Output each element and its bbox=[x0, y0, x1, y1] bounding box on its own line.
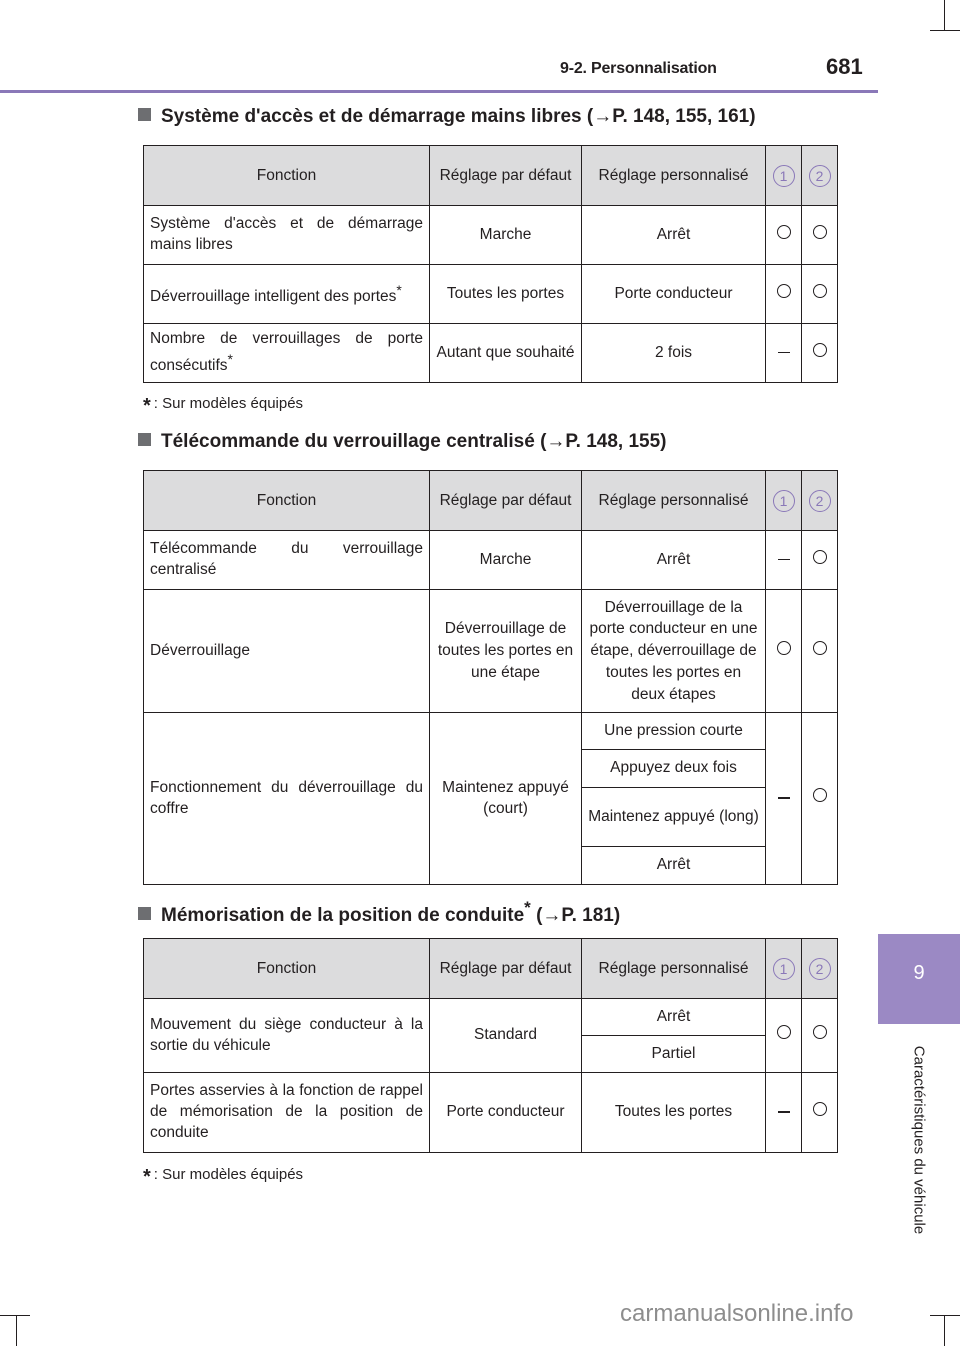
col-function: Fonction bbox=[144, 471, 430, 531]
col1-cell bbox=[766, 1073, 802, 1153]
page-header bbox=[0, 0, 960, 100]
number-1-icon: 1 bbox=[773, 958, 795, 980]
watermark: carmanualsonline.info bbox=[620, 1300, 854, 1327]
bullet-square-icon bbox=[138, 907, 151, 920]
col1-cell bbox=[766, 265, 802, 324]
default-cell: Standard bbox=[430, 999, 582, 1073]
chapter-number: 9 bbox=[913, 962, 925, 984]
default-cell: Marche bbox=[430, 206, 582, 265]
chapter-tab bbox=[878, 934, 960, 1024]
chapter-title: Caractéristiques du véhicule bbox=[910, 1045, 928, 1235]
table-row bbox=[144, 265, 838, 324]
table-header-row bbox=[144, 939, 838, 999]
default-cell: Déverrouillage de toutes les portes en une étape bbox=[430, 590, 582, 713]
dash-icon bbox=[778, 797, 790, 799]
col-default: Réglage par défaut bbox=[430, 146, 582, 206]
custom-cell: Porte conducteur bbox=[582, 265, 766, 324]
col-2 bbox=[802, 471, 838, 531]
function-cell: Portes asservies à la fonction de rappel de mémorisation de la position de conduite bbox=[144, 1073, 430, 1153]
default-cell: Toutes les portes bbox=[430, 265, 582, 324]
section-heading: Système d'accès et de démarrage mains libres (→P. 148, 155, 161) bbox=[138, 106, 756, 128]
col1-cell bbox=[766, 531, 802, 590]
col-2 bbox=[802, 146, 838, 206]
settings-table bbox=[143, 470, 838, 885]
dash-icon bbox=[778, 352, 790, 354]
col1-cell bbox=[766, 206, 802, 265]
section-heading: Télécommande du verrouillage centralisé (→P. 148, 155) bbox=[138, 431, 666, 453]
col2-cell bbox=[802, 206, 838, 265]
circle-icon bbox=[813, 284, 827, 298]
circle-icon bbox=[777, 1025, 791, 1039]
col2-cell bbox=[802, 324, 838, 383]
default-cell: Porte conducteur bbox=[430, 1073, 582, 1153]
table-row bbox=[144, 206, 838, 265]
custom-cell: Arrêt bbox=[582, 531, 766, 590]
circle-icon bbox=[813, 343, 827, 357]
asterisk-icon: * bbox=[524, 898, 531, 917]
col-1 bbox=[766, 146, 802, 206]
custom-option: Une pression courte bbox=[582, 713, 766, 750]
number-1-icon: 1 bbox=[773, 490, 795, 512]
col1-cell bbox=[766, 713, 802, 885]
bullet-square-icon bbox=[138, 108, 151, 121]
number-2-icon: 2 bbox=[809, 165, 831, 187]
function-cell: Mouvement du siège conducteur à la sortie du véhicule bbox=[144, 999, 430, 1073]
table-row bbox=[144, 590, 838, 713]
circle-icon bbox=[813, 1025, 827, 1039]
custom-cell: Arrêt bbox=[582, 206, 766, 265]
col-default: Réglage par défaut bbox=[430, 939, 582, 999]
function-cell: Déverrouillage bbox=[144, 590, 430, 713]
col-default: Réglage par défaut bbox=[430, 471, 582, 531]
circle-icon bbox=[813, 1102, 827, 1116]
col2-cell bbox=[802, 713, 838, 885]
asterisk-icon: * bbox=[227, 351, 233, 367]
col-1 bbox=[766, 471, 802, 531]
dash-icon bbox=[778, 1111, 790, 1113]
col1-cell bbox=[766, 590, 802, 713]
table-row bbox=[144, 999, 838, 1036]
function-cell: Télécommande du verrouillage centralisé bbox=[144, 531, 430, 590]
col2-cell bbox=[802, 590, 838, 713]
circle-icon bbox=[777, 284, 791, 298]
col1-cell bbox=[766, 324, 802, 383]
col-custom: Réglage personnalisé bbox=[582, 146, 766, 206]
crop-mark bbox=[944, 0, 945, 30]
bullet-square-icon bbox=[138, 433, 151, 446]
settings-table bbox=[143, 938, 838, 1153]
table-row bbox=[144, 531, 838, 590]
crop-mark bbox=[0, 1315, 30, 1316]
function-cell: Déverrouillage intelligent des portes* bbox=[144, 265, 430, 324]
col2-cell bbox=[802, 999, 838, 1073]
table-row bbox=[144, 713, 838, 750]
crop-mark bbox=[930, 30, 960, 31]
function-cell: Fonctionnement du déverrouillage du coffre bbox=[144, 713, 430, 885]
header-rule bbox=[0, 90, 878, 93]
custom-option: Arrêt bbox=[582, 847, 766, 885]
col1-cell bbox=[766, 999, 802, 1073]
col2-cell bbox=[802, 265, 838, 324]
crop-mark bbox=[16, 1315, 17, 1346]
col-custom: Réglage personnalisé bbox=[582, 939, 766, 999]
custom-option: Appuyez deux fois bbox=[582, 750, 766, 788]
circle-icon bbox=[813, 550, 827, 564]
col-function: Fonction bbox=[144, 939, 430, 999]
custom-cell: Déverrouillage de la porte conducteur en une étape, déverrouillage de toutes les portes en deux étapes bbox=[582, 590, 766, 713]
asterisk-icon: * bbox=[143, 1166, 151, 1188]
custom-option: Partiel bbox=[582, 1036, 766, 1073]
custom-option: Maintenez appuyé (long) bbox=[582, 788, 766, 847]
section-heading: Mémorisation de la position de conduite* (→P. 181) bbox=[138, 898, 620, 927]
custom-cell: 2 fois bbox=[582, 324, 766, 383]
col-2 bbox=[802, 939, 838, 999]
table-header-row bbox=[144, 471, 838, 531]
number-2-icon: 2 bbox=[809, 490, 831, 512]
circle-icon bbox=[777, 641, 791, 655]
col-1 bbox=[766, 939, 802, 999]
footnote: * : Sur modèles équipés bbox=[143, 395, 304, 417]
asterisk-icon: * bbox=[396, 281, 402, 298]
function-cell: Système d'accès et de démarrage mains libres bbox=[144, 206, 430, 265]
number-1-icon: 1 bbox=[773, 165, 795, 187]
section-title: 9-2. Personnalisation bbox=[560, 60, 717, 77]
default-cell: Marche bbox=[430, 531, 582, 590]
asterisk-icon: * bbox=[143, 395, 151, 417]
default-cell: Autant que souhaité bbox=[430, 324, 582, 383]
table-row bbox=[144, 324, 838, 383]
col2-cell bbox=[802, 531, 838, 590]
default-cell: Maintenez appuyé (court) bbox=[430, 713, 582, 885]
col-custom: Réglage personnalisé bbox=[582, 471, 766, 531]
circle-icon bbox=[813, 641, 827, 655]
chapter-label bbox=[908, 1030, 930, 1250]
page-number: 681 bbox=[826, 54, 863, 79]
circle-icon bbox=[813, 788, 827, 802]
custom-cell: Toutes les portes bbox=[582, 1073, 766, 1153]
col-function: Fonction bbox=[144, 146, 430, 206]
crop-mark bbox=[944, 1315, 945, 1346]
footnote: * : Sur modèles équipés bbox=[143, 1166, 304, 1188]
col2-cell bbox=[802, 1073, 838, 1153]
circle-icon bbox=[813, 225, 827, 239]
circle-icon bbox=[777, 225, 791, 239]
settings-table bbox=[143, 145, 838, 383]
table-row bbox=[144, 1073, 838, 1153]
dash-icon bbox=[778, 559, 790, 561]
number-2-icon: 2 bbox=[809, 958, 831, 980]
custom-option: Arrêt bbox=[582, 999, 766, 1036]
function-cell: Nombre de verrouillages de porte consécutifs* bbox=[144, 324, 430, 383]
table-header-row bbox=[144, 146, 838, 206]
